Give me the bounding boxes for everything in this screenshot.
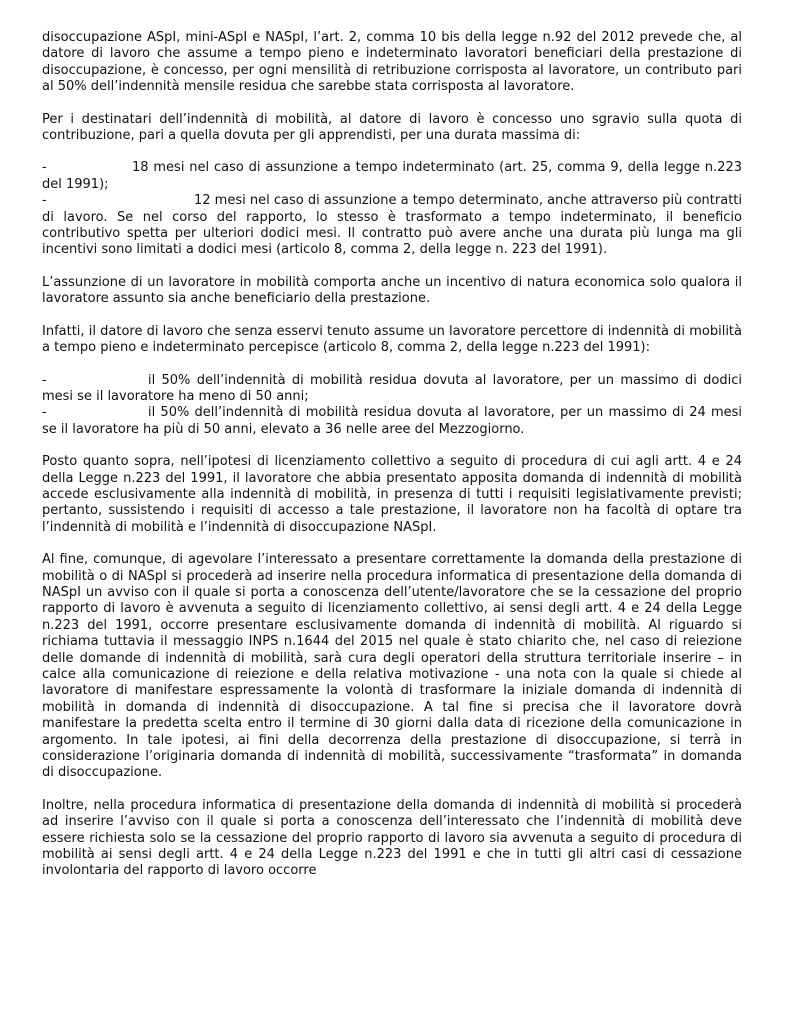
paragraph-mobility-notice: Inoltre, nella procedura informatica di presentazione della domanda di indennità di mobilità si procederà ad inserire l’avviso con il quale si porta a conoscenza dell’interessato che l’indennità di mobilità deve essere richiesta solo se la cessazione del proprio rapporto di lavoro sia avvenuta a seguito di procedura di mobilità ai sensi degli artt. 4 e 24 della Legge n.223 del 1991 e che in tutti gli altri casi di cessazione involontaria del rapporto di lavoro occorre [42,797,742,879]
document-page [42,30,742,896]
paragraph-economic-incentive: L’assunzione di un lavoratore in mobilità comporta anche un incentivo di natura economica solo qualora il lavoratore assunto sia anche beneficiario della prestazione. [42,274,742,307]
relief-duration-list [42,160,742,258]
paragraph-naspi-notice: Al fine, comunque, di agevolare l’interessato a presentare correttamente la domanda della prestazione di mobilità o di NASpI si procederà ad inserire nella procedura informatica di presentazione della domanda di NASpI un avviso con il quale si porta a conoscenza dell’utente/lavoratore che se la cessazione del proprio rapporto di lavoro è avvenuta a seguito di licenziamento collettivo, ai sensi degli artt. 4 e 24 della Legge n.223 del 1991, occorre presentare esclusivamente domanda di indennità di mobilità. Al riguardo si richiama tuttavia il messaggio INPS n.1644 del 2015 nel quale è stato chiarito che, nel caso di reiezione delle domande di indennità di mobilità, sarà cura degli operatori della struttura territoriale inserire – in calce alla comunicazione di reiezione e della relativa motivazione - una nota con la quale si chiede al lavoratore di manifestare espressamente la volontà di trasformare la iniziale domanda di indennità di mobilità in domanda di indennità di disoccupazione. A tal fine si precisa che il lavoratore dovrà manifestare la predetta scelta entro il termine di 30 giorni dalla data di ricezione della comunicazione in argomento. In tale ipotesi, ai fini della decorrenza della prestazione di disoccupazione, si terrà in considerazione l’originaria domanda di indennità di mobilità, successivamente “trasformata” in domanda di disoccupazione. [42,552,742,781]
paragraph-aspi-contribution: disoccupazione ASpI, mini-ASpI e NASpI, l’art. 2, comma 10 bis della legge n.92 del 2012 prevede che, al datore di lavoro che assume a tempo pieno e indeterminato lavoratori beneficiari della prestazione di disoccupazione, è concesso, per ogni mensilità di retribuzione corrisposta al lavoratore, un contributo pari al 50% dell’indennità mensile residua che sarebbe stata corrisposta al lavoratore. [42,30,742,95]
list-dash: - [42,193,47,209]
paragraph-mobility-relief: Per i destinatari dell’indennità di mobilità, al datore di lavoro è concesso uno sgravio sulla quota di contribuzione, pari a quella dovuta per gli apprendisti, per una durata massima di: [42,111,742,144]
indemnity-share-list [42,373,742,439]
list-dash: - [42,405,47,421]
list-item-text: 12 mesi nel caso di assunzione a tempo determinato, anche attraverso più contratti di lavoro. Se nel corso del rapporto, lo stesso è trasformato a tempo indeterminato, il beneficio contributivo spetta per ulteriori dodici mesi. Il contratto può avere anche una durata più lunga ma gli incentivi sono limitati a dodici mesi (articolo 8, comma 2, della legge n. 223 del 1991). [42,193,742,258]
paragraph-collective-dismissal: Posto quanto sopra, nell’ipotesi di licenziamento collettivo a seguito di procedura di cui agli artt. 4 e 24 della Legge n.223 del 1991, il lavoratore che abbia presentato apposita domanda di indennità di mobilità accede esclusivamente alla indennità di mobilità, in presenza di tutti i requisiti legislativamente previsti; pertanto, sussistendo i requisiti di accesso a tale prestazione, il lavoratore non ha facoltà di optare tra l’indennità di mobilità e l’indennità di disoccupazione NASpI. [42,454,742,535]
list-item-text: il 50% dell’indennità di mobilità residua dovuta al lavoratore, per un massimo di 24 mesi se il lavoratore ha più di 50 anni, elevato a 36 nelle aree del Mezzogiorno. [42,405,742,437]
list-item [42,193,742,259]
list-item [42,160,742,193]
list-item [42,373,742,406]
list-item-text: 18 mesi nel caso di assunzione a tempo indeterminato (art. 25, comma 9, della legge n.223 del 1991); [42,160,742,192]
paragraph-employer-receives: Infatti, il datore di lavoro che senza esservi tenuto assume un lavoratore percettore di indennità di mobilità a tempo pieno e indeterminato percepisce (articolo 8, comma 2, della legge n.223 del 1991): [42,323,742,356]
list-item [42,405,742,438]
list-dash: - [42,160,47,176]
list-item-text: il 50% dell’indennità di mobilità residua dovuta al lavoratore, per un massimo di dodici mesi se il lavoratore ha meno di 50 anni; [42,372,742,404]
list-dash: - [42,372,47,388]
